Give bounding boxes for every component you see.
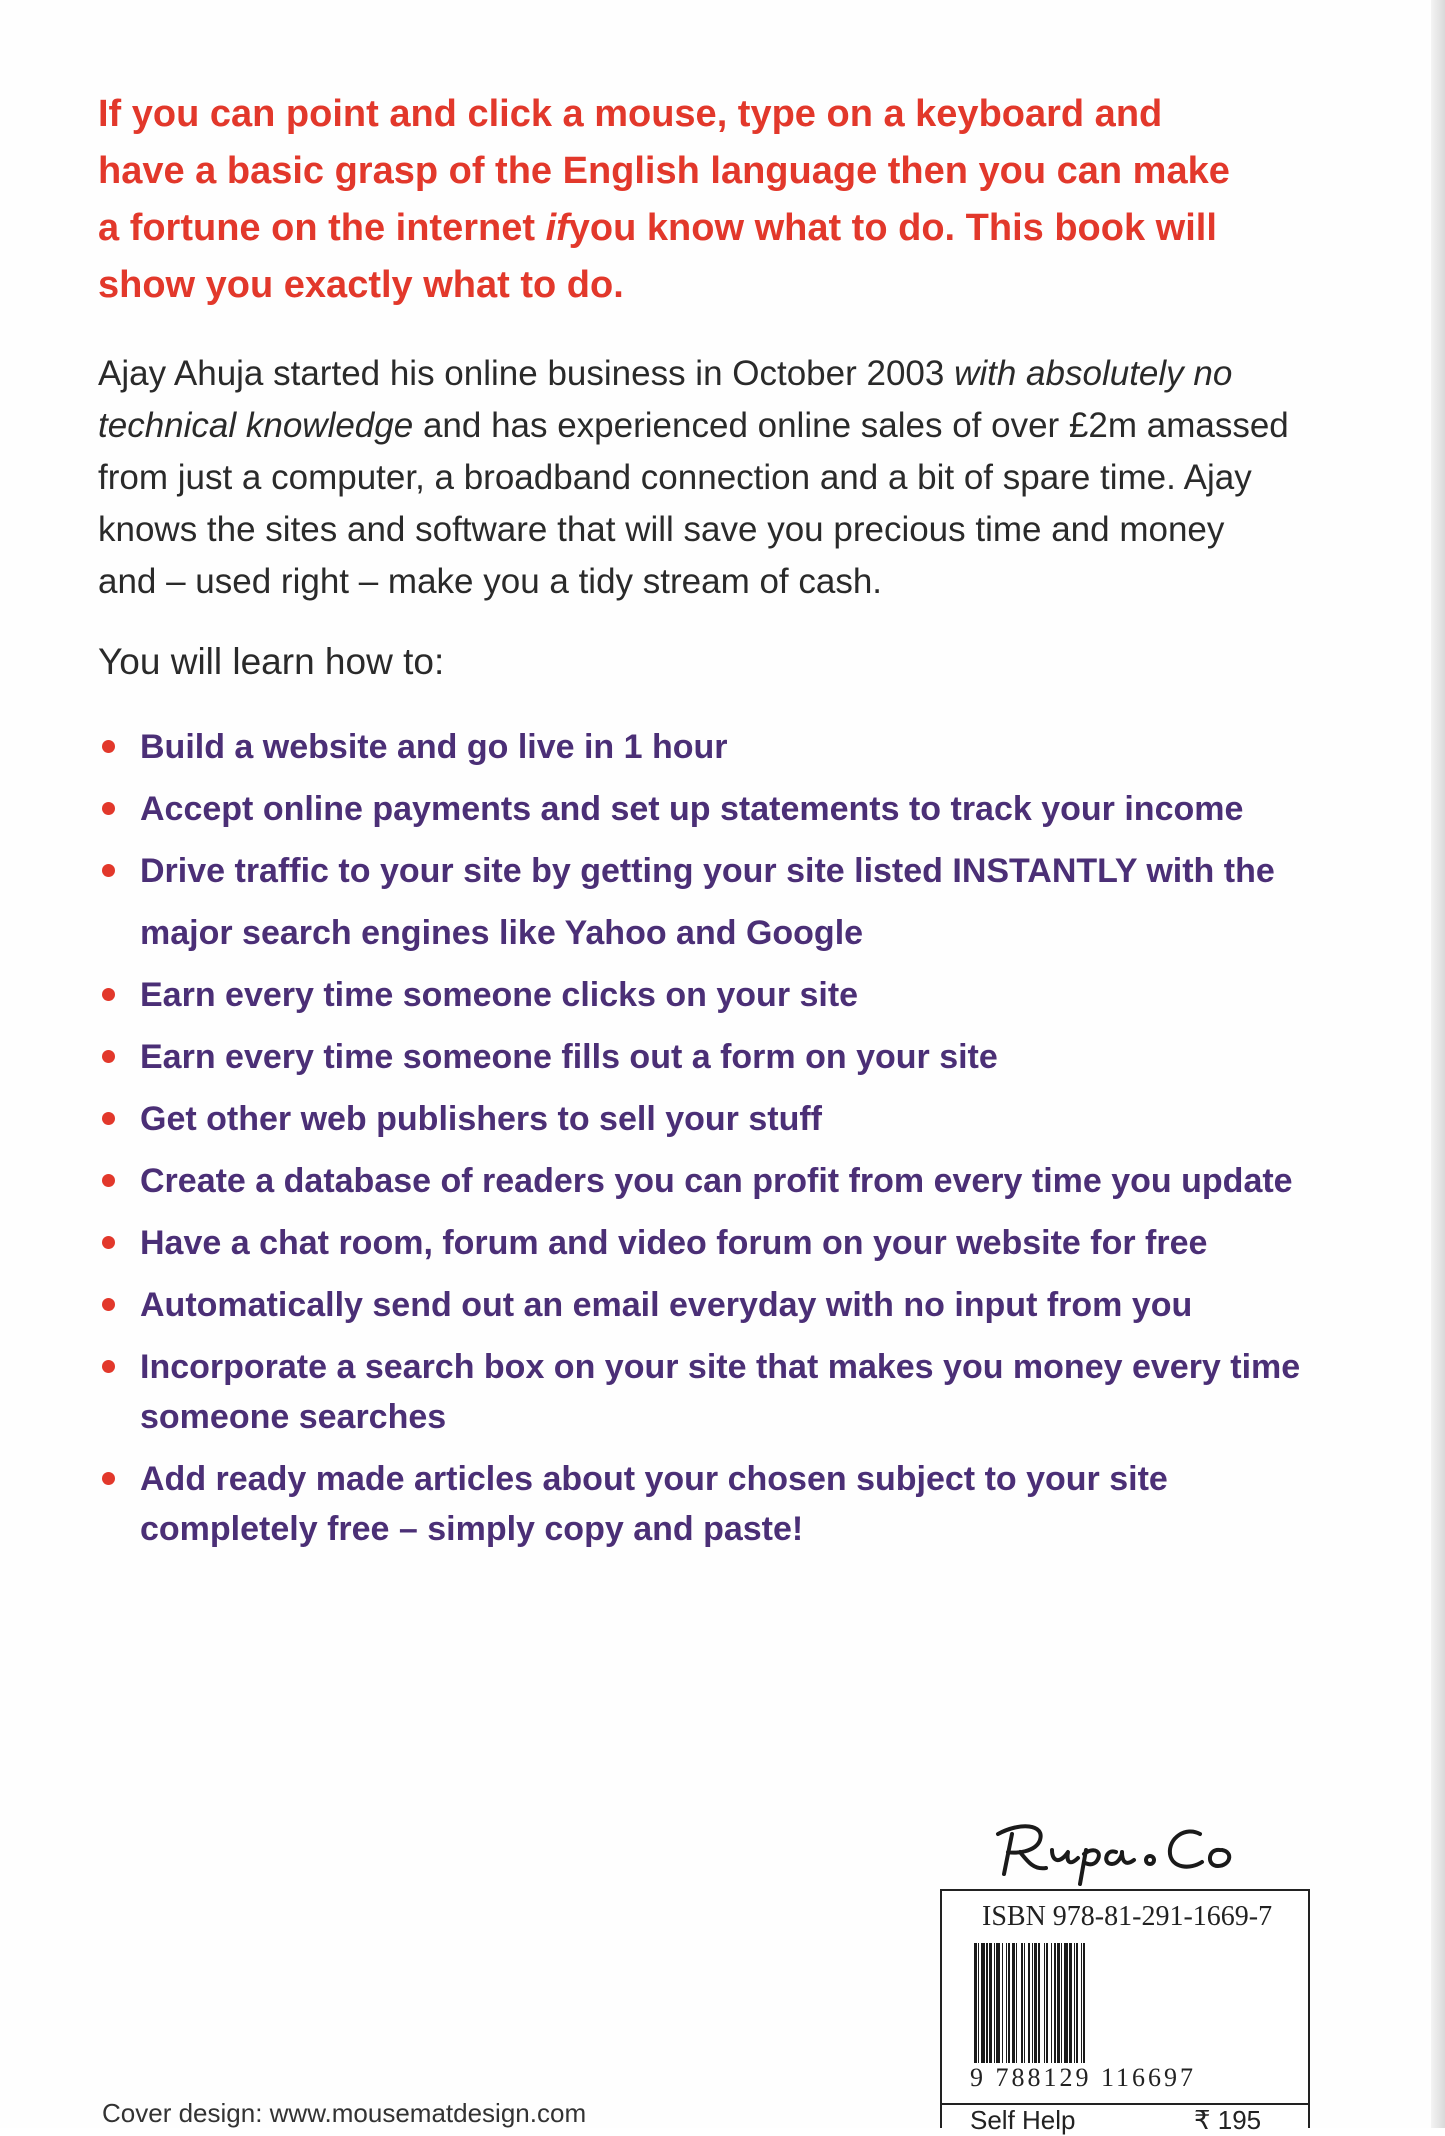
headline-line: If you can point and click a mouse, type on a keyboard and (98, 93, 1163, 135)
page-edge (1431, 0, 1445, 2128)
list-item-text: Incorporate a search box on your site that makes you money every time (140, 1348, 1301, 1386)
bullet-dot-icon (102, 802, 115, 815)
bullet-dot-icon (102, 740, 115, 753)
barcode (972, 1943, 1282, 2063)
barcode-bar (1021, 1943, 1023, 2063)
price-label: ₹ 195 (1194, 2105, 1262, 2135)
barcode-bar (978, 1943, 979, 2063)
list-item (98, 1032, 1338, 1082)
intro-line (98, 348, 1328, 400)
bullet-dot-icon (102, 1236, 115, 1249)
barcode-bar (1064, 1943, 1068, 2063)
barcode-bar (981, 1943, 985, 2063)
list-item (98, 1218, 1338, 1268)
list-item (98, 1280, 1338, 1330)
barcode-bar (1002, 1943, 1003, 2063)
barcode-bar (1061, 1943, 1062, 2063)
barcode-bar (1012, 1943, 1015, 2063)
barcode-bar (1034, 1943, 1037, 2063)
intro-text: Ajay Ahuja started his online business in October 2003 (98, 354, 955, 393)
bullet-dot-icon (102, 1112, 115, 1125)
bullet-dot-icon (102, 1298, 115, 1311)
barcode-bar (1016, 1943, 1017, 2063)
author-intro (98, 348, 1328, 608)
headline-line (98, 200, 1238, 257)
barcode-bar (1054, 1943, 1056, 2063)
intro-text: and has experienced online sales of over £2m amassed (413, 406, 1289, 445)
barcode-bar (996, 1943, 1000, 2063)
intro-line: knows the sites and software that will save you precious time and money (98, 510, 1225, 549)
list-item-text: Earn every time someone clicks on your site (140, 976, 859, 1014)
barcode-bar (1051, 1943, 1052, 2063)
list-item-text: Add ready made articles about your chosen subject to your site (140, 1460, 1168, 1498)
headline-line: have a basic grasp of the English language then you can make (98, 150, 1230, 192)
cover-credit: Cover design: www.mousematdesign.com (102, 2098, 587, 2128)
isbn-label: ISBN 978-81-291-1669-7 (982, 1901, 1273, 1932)
barcode-bar (994, 1943, 995, 2063)
barcode-bar (1074, 1943, 1075, 2063)
list-item (98, 1094, 1338, 1144)
list-item (98, 722, 1338, 772)
intro-line: and – used right – make you a tidy stream of cash. (98, 562, 883, 601)
headline (98, 86, 1238, 314)
headline-text: you know what to do. This book will (568, 207, 1217, 249)
barcode-bar (1006, 1943, 1007, 2063)
price-row (942, 2103, 1308, 2135)
barcode-box (940, 1889, 1310, 2135)
list-item (98, 784, 1338, 834)
barcode-bar (986, 1943, 988, 2063)
barcode-bar (1069, 1943, 1072, 2063)
barcode-bar (989, 1943, 992, 2063)
list-item-text: Drive traffic to your site by getting your site listed INSTANTLY with the (140, 852, 1275, 890)
list-item (98, 970, 1338, 1020)
list-item-text: major search engines like Yahoo and Google (140, 914, 864, 952)
list-item (98, 1342, 1338, 1442)
barcode-bar (1083, 1943, 1085, 2063)
list-item-text: Automatically send out an email everyday with no input from you (140, 1286, 1193, 1324)
headline-emphasis: if (545, 207, 569, 249)
bullet-dot-icon (102, 864, 115, 877)
bullet-dot-icon (102, 1360, 115, 1373)
list-item-text: Have a chat room, forum and video forum on your website for free (140, 1224, 1208, 1262)
intro-line: from just a computer, a broadband connection and a bit of spare time. Ajay (98, 458, 1252, 497)
list-item-text: Get other web publishers to sell your stuff (140, 1100, 822, 1138)
list-item (98, 1156, 1338, 1206)
barcode-bar (1024, 1943, 1025, 2063)
bullet-dot-icon (102, 988, 115, 1001)
intro-emphasis: with absolutely no (954, 354, 1233, 393)
list-item (98, 1454, 1338, 1554)
learn-heading: You will learn how to: (98, 641, 445, 682)
barcode-bar (974, 1943, 977, 2063)
list-item-text: someone searches (140, 1398, 447, 1436)
intro-emphasis: technical knowledge (98, 406, 414, 445)
intro-line (98, 400, 1328, 452)
list-item-text: Accept online payments and set up statements to track your income (140, 790, 1244, 828)
category-label: Self Help (970, 2105, 1076, 2135)
list-item-text: Build a website and go live in 1 hour (140, 728, 728, 766)
barcode-bar (1028, 1943, 1030, 2063)
barcode-bar (1046, 1943, 1048, 2063)
learn-list (98, 722, 1338, 1566)
list-item-text: completely free – simply copy and paste! (140, 1510, 804, 1548)
barcode-digits: 9 788129 116697 (970, 2063, 1197, 2092)
barcode-bar (1076, 1943, 1078, 2063)
list-item (98, 846, 1338, 958)
barcode-bar (1044, 1943, 1045, 2063)
bullet-dot-icon (102, 1050, 115, 1063)
bullet-dot-icon (102, 1472, 115, 1485)
list-item-text: Create a database of readers you can profit from every time you update (140, 1162, 1293, 1200)
publisher-logo (990, 1812, 1280, 1892)
barcode-bar (1008, 1943, 1010, 2063)
barcode-bar (1081, 1943, 1082, 2063)
headline-line: show you exactly what to do. (98, 264, 624, 306)
barcode-bar (1038, 1943, 1040, 2063)
headline-text: a fortune on the internet (98, 207, 546, 249)
list-item-text: Earn every time someone fills out a form on your site (140, 1038, 998, 1076)
bullet-dot-icon (102, 1174, 115, 1187)
barcode-bar (1032, 1943, 1033, 2063)
barcode-bar (1057, 1943, 1060, 2063)
